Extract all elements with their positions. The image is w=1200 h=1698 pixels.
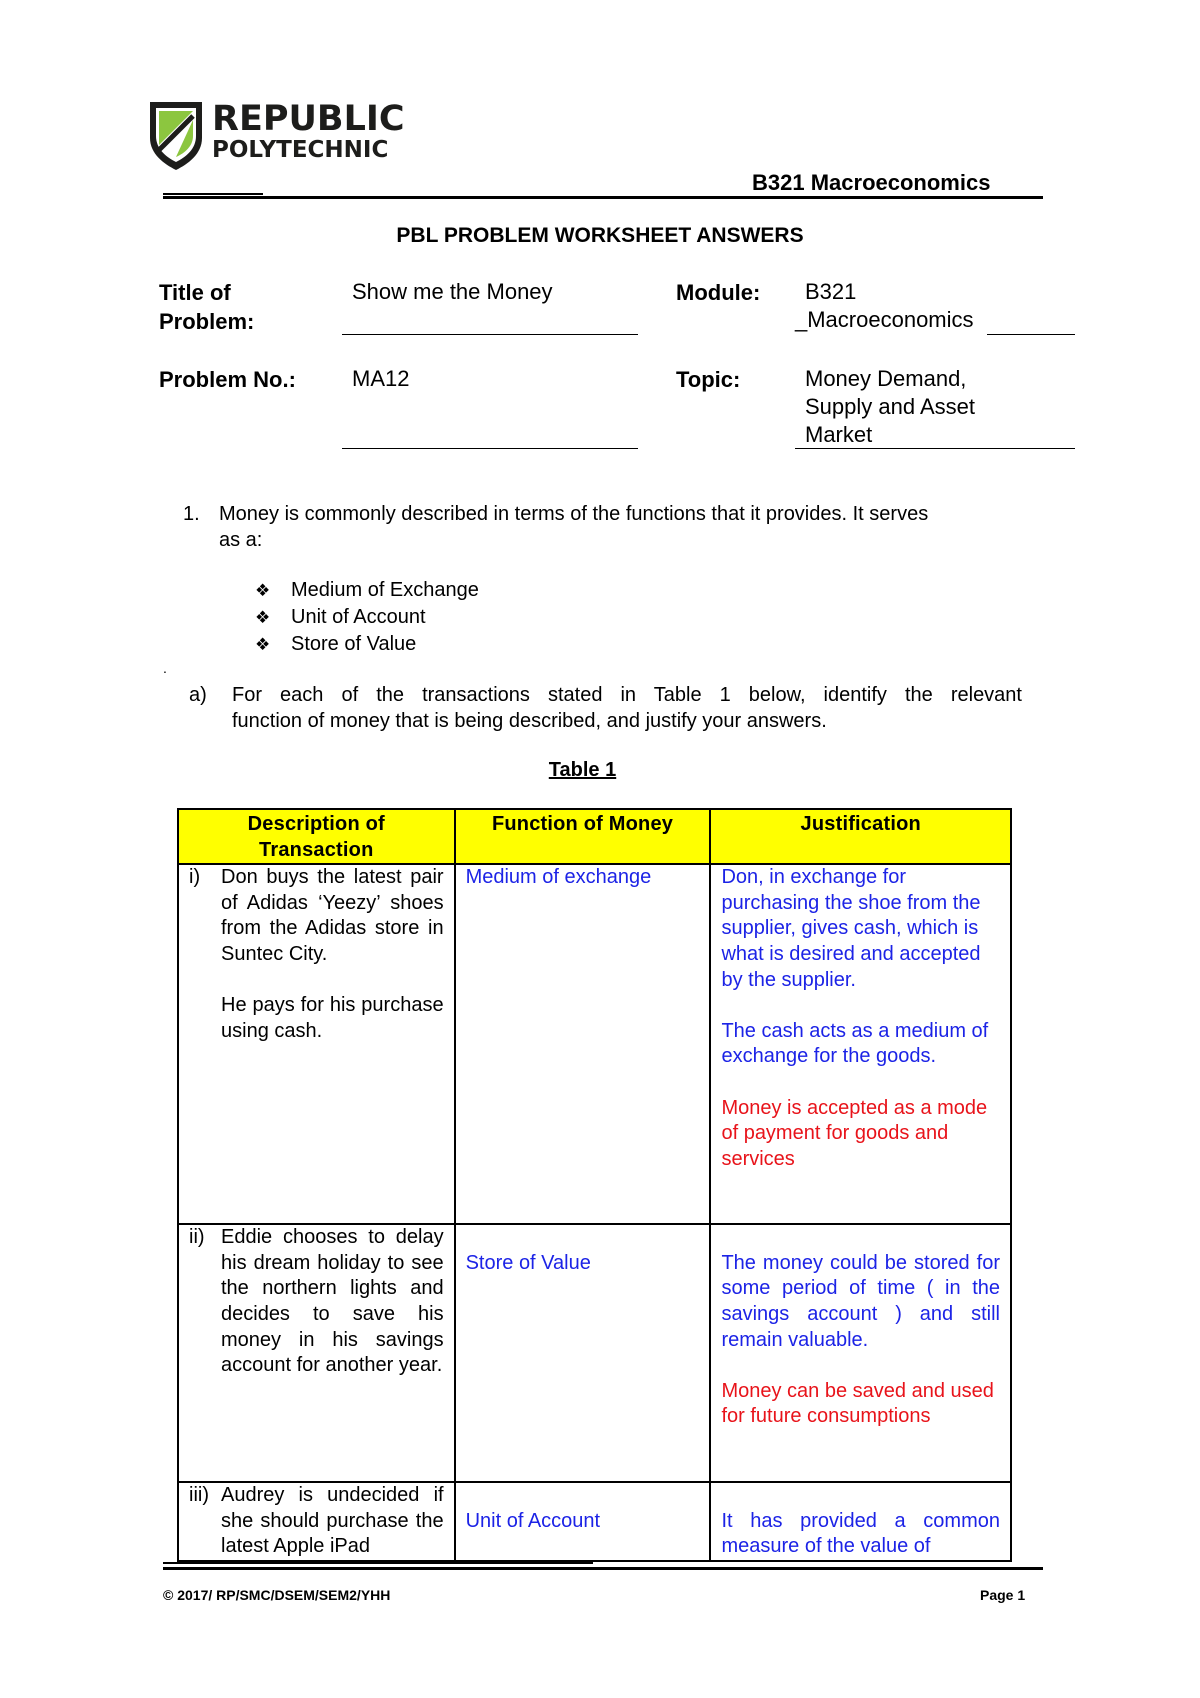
module-underline	[987, 334, 1075, 335]
module-value-1: B321	[805, 279, 857, 304]
shield-icon	[148, 100, 204, 172]
topic-underline	[795, 448, 1075, 449]
functions-list	[255, 577, 479, 658]
justification-cell: It has provided a common measure of the value of	[710, 1482, 1011, 1561]
title-underline	[342, 334, 638, 335]
topic-value: Money Demand, Supply and Asset Market	[805, 366, 976, 447]
stray-mark: .	[163, 660, 167, 676]
diamond-bullet-icon: ❖	[255, 581, 271, 600]
column-header: Function of Money	[455, 809, 711, 864]
diamond-bullet-icon: ❖	[255, 608, 271, 627]
question-number: 1.	[183, 503, 200, 525]
course-title: B321 Macroeconomics	[752, 170, 991, 195]
function-cell: Medium of exchange	[455, 864, 711, 1224]
part-a-text-2: function of money that is being described, and justify your answers.	[232, 710, 827, 732]
footer-rule-accent	[163, 1562, 593, 1564]
footer-rule	[163, 1567, 1043, 1570]
header-rule	[163, 196, 1043, 199]
title-value: Show me the Money	[352, 279, 553, 304]
table-row	[178, 864, 1011, 1224]
description-cell: i) Don buys the latest pair of Adidas ‘Yeezy’ shoes from the Adidas store in Suntec City. He pays for his purchase using cash.	[178, 864, 455, 1224]
justification-cell: Don, in exchange for purchasing the shoe from the supplier, gives cash, which is what is desired and accepted by the supplier. The cash acts as a medium of exchange for the goods. Money is accepted as a mode of payment for goods and services	[710, 864, 1011, 1224]
page-number: Page 1	[980, 1587, 1026, 1603]
description-cell: iii) Audrey is undecided if she should purchase the latest Apple iPad	[178, 1482, 455, 1561]
diamond-bullet-icon: ❖	[255, 635, 271, 654]
functions-table	[177, 808, 1012, 1562]
republic-polytechnic-logo	[148, 99, 405, 180]
logo-line-1: REPUBLIC	[212, 99, 405, 139]
problem-no-label: Problem No.:	[159, 367, 296, 392]
table-caption: Table 1	[548, 759, 617, 781]
title-label: Title of Problem:	[159, 280, 255, 334]
function-cell: Store of Value	[455, 1224, 711, 1482]
justification-cell: The money could be stored for some period of time ( in the savings account ) and still remain valuable. Money can be saved and used for future consumptions	[710, 1224, 1011, 1482]
footer-copyright: © 2017/ RP/SMC/DSEM/SEM2/YHH	[163, 1587, 391, 1603]
list-item: ❖ Unit of Account	[255, 604, 479, 631]
function-cell: Unit of Account	[455, 1482, 711, 1561]
column-header: Justification	[710, 809, 1011, 864]
description-cell: ii) Eddie chooses to delay his dream holiday to see the northern lights and decides to save his money in his savings account for another year.	[178, 1224, 455, 1482]
column-header: Description of Transaction	[178, 809, 455, 864]
worksheet-title: PBL PROBLEM WORKSHEET ANSWERS	[396, 224, 804, 247]
problem-no-underline	[342, 448, 638, 449]
list-item: ❖ Medium of Exchange	[255, 577, 479, 604]
header-rule-accent	[163, 193, 263, 195]
logo-line-2: POLYTECHNIC	[212, 137, 389, 163]
module-label: Module:	[676, 280, 761, 305]
table-row	[178, 1224, 1011, 1482]
part-a-text-1: For each of the transactions stated in Table 1 below, identify the relevant	[232, 684, 1022, 706]
topic-label: Topic:	[676, 367, 741, 392]
list-item: ❖ Store of Value	[255, 631, 479, 658]
question-text: Money is commonly described in terms of the functions that it provides. It serves as a:	[219, 503, 929, 551]
table-header-row	[178, 809, 1011, 864]
part-a-label: a)	[189, 684, 207, 706]
table-row	[178, 1482, 1011, 1561]
module-value-2: _Macroeconomics	[795, 307, 974, 332]
problem-no-value: MA12	[352, 366, 410, 391]
